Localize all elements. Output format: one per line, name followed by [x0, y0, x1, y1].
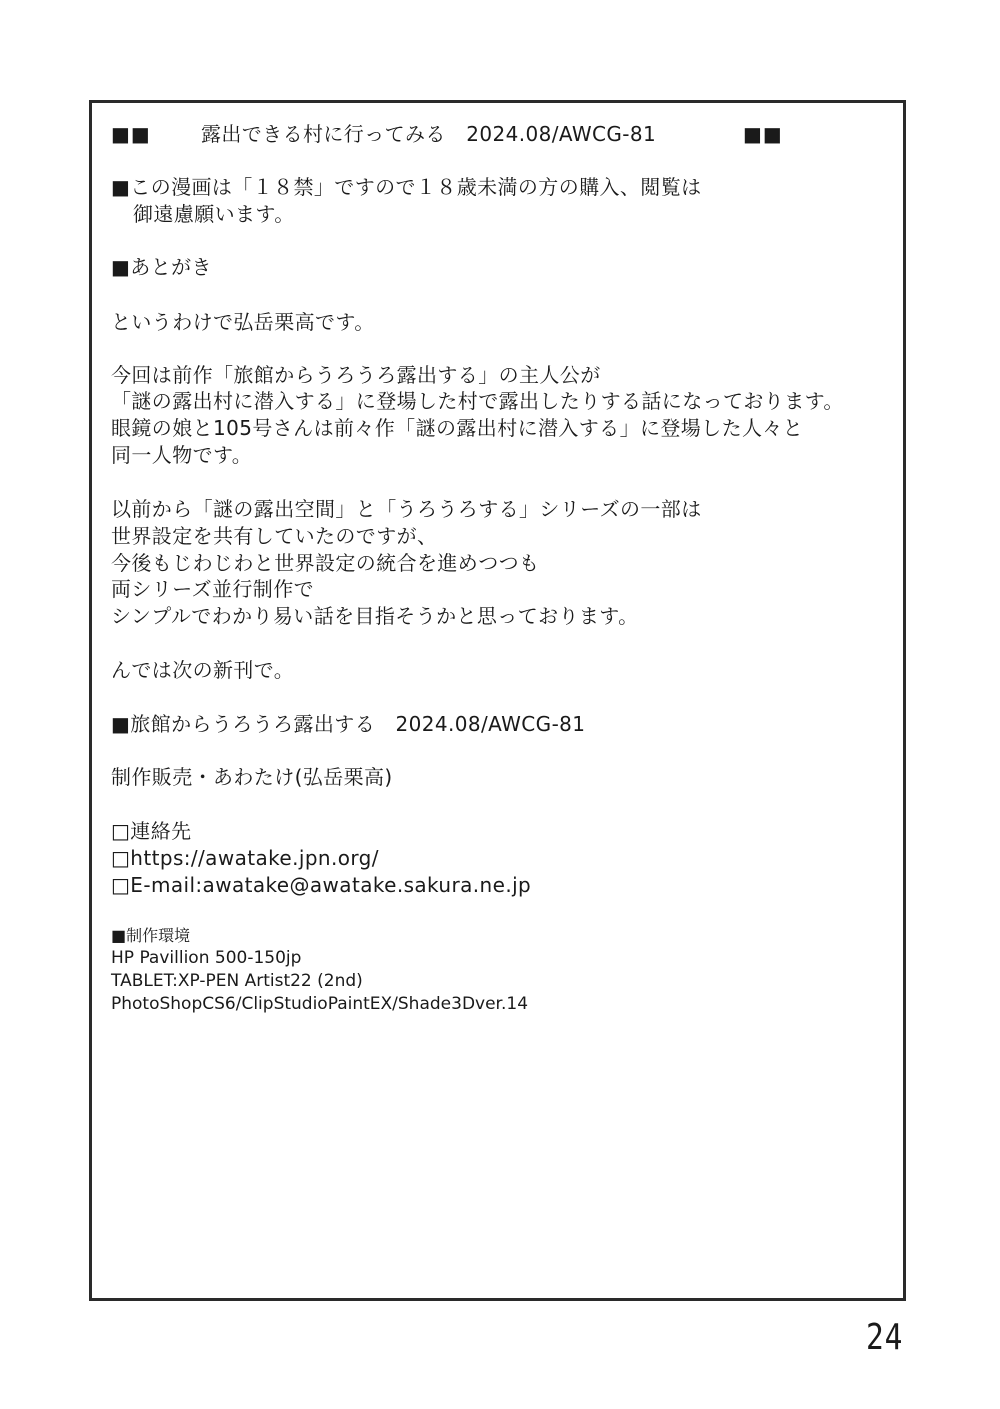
afterword-para2-line: シンプルでわかり易い話を目指そうかと思っております。 [111, 604, 639, 628]
notice-line-1: ■この漫画は「１８禁」ですので１８歳未満の方の購入、閲覧は [111, 175, 702, 199]
afterword-para2-line: 世界設定を共有していたのですが、 [111, 524, 438, 548]
header-row [111, 121, 791, 147]
afterword-para1-line: 眼鏡の娘と105号さんは前々作「謎の露出村に潜入する」に登場した人々と [111, 416, 804, 440]
afterword-para2-line: 今後もじわじわと世界設定の統合を進めつつも [111, 551, 540, 575]
environment-item: PhotoShopCS6/ClipStudioPaintEX/Shade3Dver.14 [111, 994, 529, 1014]
afterword-para1-line: 同一人物です。 [111, 443, 253, 467]
afterword-para2-line: 両シリーズ並行制作で [111, 577, 314, 601]
page-number: 24 [866, 1317, 904, 1358]
environment-heading: ■制作環境 [111, 926, 191, 945]
afterword-closing: んでは次の新刊で。 [111, 658, 295, 682]
page-frame [89, 100, 906, 1301]
afterword-intro: というわけで弘岳栗高です。 [111, 310, 375, 334]
previous-work: ■旅館からうろうろ露出する 2024.08/AWCG-81 [111, 712, 586, 736]
producer: 制作販売・あわたけ(弘岳栗高) [111, 765, 393, 789]
afterword-heading: ■あとがき [111, 255, 212, 279]
header-marks-right: ■■ [743, 122, 783, 146]
header-title: 露出できる村に行ってみる 2024.08/AWCG-81 [201, 122, 657, 146]
header-marks-left: ■■ [111, 122, 151, 146]
afterword-para1-line: 「謎の露出村に潜入する」に登場した村で露出したりする話になっております。 [111, 389, 844, 413]
notice-line-2: 御遠慮願います。 [133, 202, 295, 226]
afterword-para2-line: 以前から「謎の露出空間」と「うろうろする」シリーズの一部は [111, 497, 702, 521]
afterword-para1-line: 今回は前作「旅館からうろうろ露出する」の主人公が [111, 363, 601, 387]
contact-url: □https://awatake.jpn.org/ [111, 846, 379, 870]
contact-heading: □連絡先 [111, 819, 192, 843]
environment-item: TABLET:XP-PEN Artist22 (2nd) [111, 971, 363, 991]
environment-item: HP Pavillion 500-150jp [111, 948, 302, 968]
contact-email: □E-mail:awatake@awatake.sakura.ne.jp [111, 873, 532, 897]
